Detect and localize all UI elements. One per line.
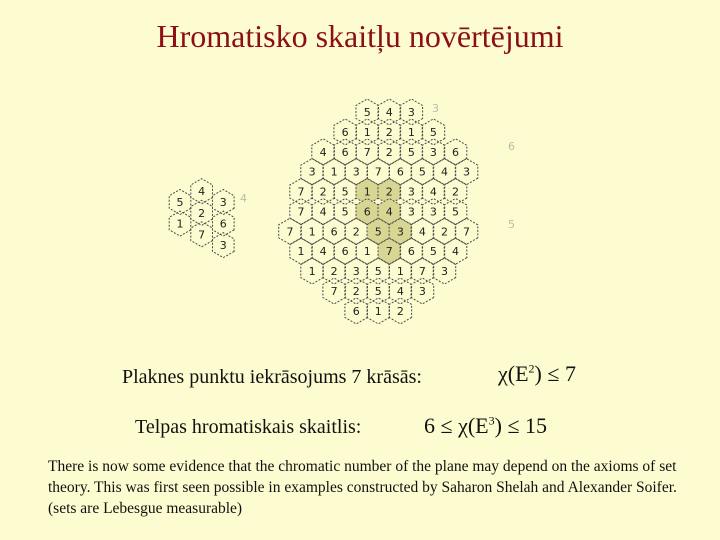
tiling-cell-label: 1 (330, 165, 338, 179)
side-mark: 6 (508, 140, 515, 153)
small-cell-label: 3 (219, 196, 227, 209)
tiling-cell-label: 1 (363, 245, 371, 259)
explanatory-note: There is now some evidence that the chromatic number of the plane may depend on the axioms of set theory. This was first seen possible in examples constructed by Saharon Shelah and Alexander Soifer. (sets are Lebesgue measurable) (48, 458, 677, 517)
tiling-cell-label: 3 (407, 106, 415, 119)
chi-symbol: χ (498, 361, 508, 386)
chi-symbol: χ (458, 413, 468, 438)
tiling-cell-label: 2 (396, 304, 404, 318)
tiling-cell-label: 4 (451, 245, 459, 259)
tiling-cell-label: 6 (407, 245, 415, 259)
tiling-cell-label: 3 (308, 165, 316, 179)
small-cell-label: 6 (219, 217, 227, 231)
tiling-cell-label: 7 (330, 285, 338, 299)
tiling-cell-label: 5 (418, 165, 426, 179)
tiling-cell-label: 4 (385, 205, 393, 219)
tiling-cell-label: 7 (418, 265, 426, 279)
plane-chromatic-formula: $\chi(E^2) \le 7$ (498, 361, 576, 386)
tiling-cell-label: 7 (363, 145, 371, 159)
upper-bound: 15 (525, 413, 548, 438)
tiling-cell-label: 1 (363, 125, 371, 139)
tiling-cell-label: 1 (308, 265, 316, 279)
lower-bound: 6 (424, 413, 435, 438)
tiling-cell-label: 1 (407, 125, 415, 139)
tiling-cell-label: 4 (319, 245, 327, 259)
tiling-cell-label: 6 (330, 225, 338, 239)
tiling-cell-label: 6 (363, 205, 371, 219)
relation-right: ≤ (507, 413, 520, 438)
tiling-cell-label: 1 (308, 225, 316, 239)
set-symbol: E (475, 413, 489, 438)
tiling-cell-label: 5 (374, 285, 382, 299)
slide-title: Hromatisko skaitļu novērtējumi (156, 18, 564, 54)
upper-bound: 7 (564, 361, 576, 386)
tiling-cell-label: 1 (297, 245, 305, 259)
plane-coloring-label: Plaknes punktu iekrāsojums 7 krāsās: (122, 366, 422, 388)
tiling-cell-label: 5 (374, 225, 382, 239)
tiling-cell-label: 5 (407, 145, 415, 159)
tiling-cell-label: 5 (341, 205, 349, 219)
tiling-cell-label: 6 (451, 145, 459, 159)
set-symbol: E (515, 361, 529, 386)
side-mark: 5 (508, 218, 515, 231)
tiling-cell-label: 5 (374, 265, 382, 279)
tiling-cell-label: 6 (341, 145, 349, 159)
tiling-cell-label: 7 (297, 185, 305, 199)
tiling-cell-label: 7 (463, 225, 471, 239)
tiling-cell-label: 4 (319, 205, 327, 219)
dimension-exponent: 2 (528, 361, 535, 376)
tiling-cell-label: 2 (385, 145, 393, 159)
tiling-cell-label: 2 (451, 185, 459, 199)
small-cell-label: 3 (219, 239, 227, 253)
tiling-cell-label: 3 (429, 205, 437, 219)
tiling-cell-label: 4 (418, 225, 426, 239)
dimension-exponent: 3 (488, 413, 495, 428)
tiling-cell-label: 3 (440, 265, 448, 279)
tiling-cell-label: 3 (352, 265, 360, 279)
hexagon-coloring-figure (140, 92, 540, 354)
tiling-cell-label: 2 (352, 285, 360, 299)
small-hex-cluster (169, 179, 234, 258)
tiling-cell-label: 1 (363, 185, 371, 199)
large-hex-tiling (279, 99, 478, 324)
tiling-cell-label: 3 (407, 205, 415, 219)
tiling-cell-label: 6 (341, 245, 349, 259)
tiling-cell-label: 4 (396, 285, 404, 299)
tiling-cell-label: 3 (396, 225, 404, 239)
small-cell-label: 5 (176, 196, 184, 209)
tiling-cell-label: 2 (330, 265, 338, 279)
small-cell-label: 7 (198, 228, 206, 242)
tiling-cell-label: 6 (352, 304, 360, 318)
tiling-cell-label: 3 (407, 185, 415, 199)
tiling-cell-label: 6 (341, 125, 349, 139)
tiling-cell-label: 2 (385, 185, 393, 199)
tiling-cell-label: 1 (374, 304, 382, 318)
tiling-cell-label: 2 (352, 225, 360, 239)
tiling-cell-label: 4 (385, 106, 393, 119)
tiling-cell-label: 4 (440, 165, 448, 179)
relation: ≤ (547, 361, 560, 386)
side-mark: 3 (432, 102, 439, 115)
tiling-cell-label: 4 (319, 145, 327, 159)
tiling-cell-label: 4 (429, 185, 437, 199)
tiling-cell-label: 7 (286, 225, 294, 239)
tiling-cell-label: 2 (440, 225, 448, 239)
small-cell-label: 2 (198, 206, 206, 220)
tiling-cell-label: 5 (429, 125, 437, 139)
tiling-cell-label: 7 (374, 165, 382, 179)
tiling-cell-label: 2 (385, 125, 393, 139)
tiling-cell-label: 6 (396, 165, 404, 179)
tiling-cell-label: 5 (451, 205, 459, 219)
space-chromatic-label: Telpas hromatiskais skaitlis: (135, 416, 362, 438)
tiling-cell-label: 3 (418, 285, 426, 299)
tiling-cell-label: 7 (385, 245, 393, 259)
tiling-cell-label: 5 (429, 245, 437, 259)
tiling-cell-label: 7 (297, 205, 305, 219)
small-cell-label: 1 (176, 217, 184, 231)
relation-left: ≤ (440, 413, 453, 438)
tiling-cell-label: 3 (429, 145, 437, 159)
space-chromatic-formula: $6 \le \chi(E^3) \le 15$ (424, 413, 548, 438)
tiling-cell-label: 1 (396, 265, 404, 279)
small-cell-label: 4 (198, 185, 206, 199)
tiling-cell-label: 5 (341, 185, 349, 199)
tiling-cell-label: 2 (319, 185, 327, 199)
tiling-cell-label: 3 (352, 165, 360, 179)
tiling-cell-label: 5 (363, 106, 371, 119)
side-mark: 4 (240, 192, 247, 205)
tiling-cell-label: 3 (463, 165, 471, 179)
